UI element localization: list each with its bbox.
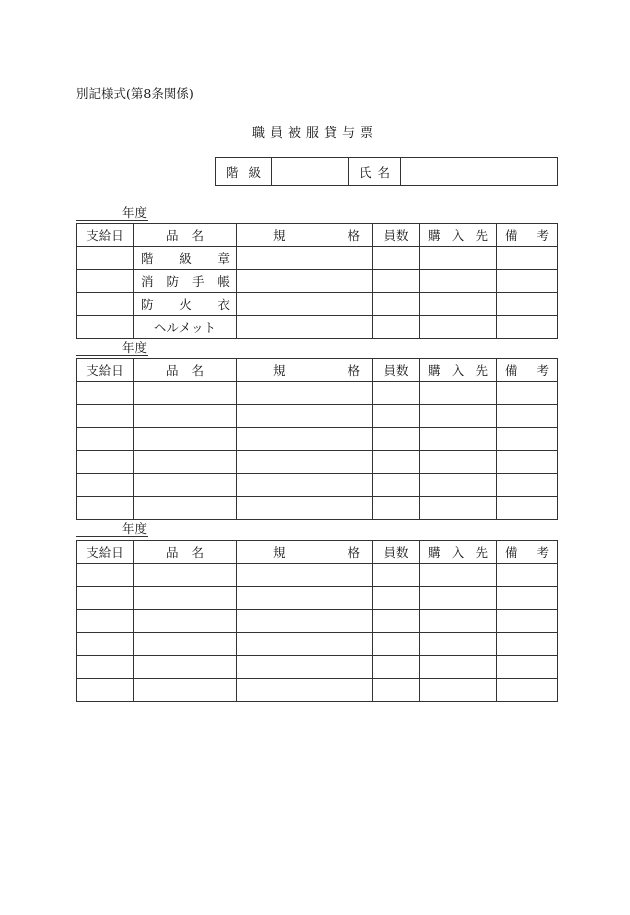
- table-row: [77, 564, 558, 587]
- date-cell[interactable]: [77, 270, 134, 293]
- table-row: [77, 428, 558, 451]
- table-row: [77, 633, 558, 656]
- date-cell[interactable]: [77, 382, 134, 405]
- name-value-field[interactable]: [401, 158, 558, 186]
- remarks-cell[interactable]: [497, 633, 558, 656]
- date-cell[interactable]: [77, 247, 134, 270]
- remarks-cell[interactable]: [497, 474, 558, 497]
- remarks-cell[interactable]: [497, 497, 558, 520]
- header-remarks-char: 備: [505, 545, 518, 560]
- vendor-cell[interactable]: [420, 633, 497, 656]
- table-row: [77, 316, 558, 339]
- rank-label-char: 級: [248, 164, 261, 180]
- header-vendor: [420, 359, 497, 382]
- vendor-cell[interactable]: [420, 247, 497, 270]
- vendor-cell[interactable]: [420, 564, 497, 587]
- item-name-cell[interactable]: [134, 474, 237, 497]
- header-vendor-char: 入: [451, 228, 465, 243]
- header-item-name-char: 品: [166, 545, 179, 560]
- specification-cell[interactable]: [237, 293, 373, 316]
- item-name-cell[interactable]: [134, 587, 237, 610]
- header-specification-char: 格: [347, 228, 360, 243]
- table-row: [77, 587, 558, 610]
- header-remarks-char: 考: [536, 363, 549, 378]
- specification-cell[interactable]: [237, 382, 373, 405]
- specification-cell[interactable]: [237, 451, 373, 474]
- item-name-cell[interactable]: [134, 633, 237, 656]
- table-header-row: [77, 541, 558, 564]
- rank-value-field[interactable]: [272, 158, 349, 186]
- header-quantity: 員数: [373, 359, 420, 382]
- table-row: [77, 656, 558, 679]
- item-name-cell[interactable]: [134, 679, 237, 702]
- item-name-char: 級: [179, 251, 192, 266]
- rank-label-char: 階: [226, 164, 239, 180]
- header-specification: [237, 359, 373, 382]
- specification-cell[interactable]: [237, 656, 373, 679]
- specification-cell[interactable]: [237, 316, 373, 339]
- item-name-cell: [134, 270, 237, 293]
- uniform-loan-table: [76, 540, 558, 702]
- vendor-cell[interactable]: [420, 656, 497, 679]
- specification-cell[interactable]: [237, 428, 373, 451]
- specification-cell[interactable]: [237, 497, 373, 520]
- quantity-cell[interactable]: [373, 428, 420, 451]
- table-row: [77, 247, 558, 270]
- item-name-cell[interactable]: [134, 451, 237, 474]
- remarks-cell[interactable]: [497, 382, 558, 405]
- table-row: [77, 497, 558, 520]
- uniform-loan-table: [76, 358, 558, 520]
- header-specification-char: 格: [347, 545, 360, 560]
- item-name-cell[interactable]: [134, 382, 237, 405]
- fiscal-year-label: [76, 522, 148, 537]
- item-name-char: 衣: [217, 297, 230, 312]
- name-label-cell: [349, 158, 401, 186]
- fiscal-year-suffix: 年度: [121, 521, 147, 536]
- header-remarks-char: 考: [536, 228, 549, 243]
- table-row: [77, 610, 558, 633]
- fiscal-year-label: [76, 341, 148, 356]
- date-cell[interactable]: [77, 587, 134, 610]
- specification-cell[interactable]: [237, 247, 373, 270]
- quantity-cell[interactable]: [373, 451, 420, 474]
- remarks-cell[interactable]: [497, 428, 558, 451]
- item-name-char: 防: [166, 274, 179, 289]
- header-remarks: [497, 359, 558, 382]
- header-item-name: [134, 359, 237, 382]
- uniform-loan-table: [76, 223, 558, 339]
- item-name-cell[interactable]: [134, 564, 237, 587]
- specification-cell[interactable]: [237, 587, 373, 610]
- header-vendor-char: 先: [475, 363, 488, 378]
- header-remarks: [497, 541, 558, 564]
- table-row: [77, 405, 558, 428]
- vendor-cell[interactable]: [420, 405, 497, 428]
- header-vendor-char: 入: [451, 545, 465, 560]
- vendor-cell[interactable]: [420, 270, 497, 293]
- employee-info-table: [215, 157, 558, 186]
- vendor-cell[interactable]: [420, 679, 497, 702]
- remarks-cell[interactable]: [497, 270, 558, 293]
- header-item-name: [134, 224, 237, 247]
- remarks-cell[interactable]: [497, 587, 558, 610]
- quantity-cell[interactable]: [373, 497, 420, 520]
- header-item-name-char: 名: [191, 363, 204, 378]
- table-header-row: [77, 224, 558, 247]
- name-label-char: 名: [377, 164, 390, 180]
- header-specification-char: 格: [347, 363, 360, 378]
- quantity-cell[interactable]: [373, 316, 420, 339]
- date-cell[interactable]: [77, 497, 134, 520]
- quantity-cell[interactable]: [373, 405, 420, 428]
- header-vendor: [420, 224, 497, 247]
- vendor-cell[interactable]: [420, 497, 497, 520]
- specification-cell[interactable]: [237, 405, 373, 428]
- quantity-cell[interactable]: [373, 474, 420, 497]
- header-remarks-char: 備: [505, 228, 518, 243]
- quantity-cell[interactable]: [373, 564, 420, 587]
- header-item-name-char: 名: [191, 545, 204, 560]
- quantity-cell[interactable]: [373, 633, 420, 656]
- quantity-cell[interactable]: [373, 270, 420, 293]
- header-date: 支給日: [77, 541, 134, 564]
- remarks-cell[interactable]: [497, 405, 558, 428]
- specification-cell[interactable]: [237, 474, 373, 497]
- vendor-cell[interactable]: [420, 474, 497, 497]
- header-item-name-char: 品: [166, 363, 179, 378]
- date-cell[interactable]: [77, 474, 134, 497]
- item-name-char: 帳: [217, 274, 230, 289]
- header-quantity: 員数: [373, 224, 420, 247]
- remarks-cell[interactable]: [497, 316, 558, 339]
- remarks-cell[interactable]: [497, 679, 558, 702]
- quantity-cell[interactable]: [373, 587, 420, 610]
- header-specification-char: 規: [273, 545, 286, 560]
- header-vendor-char: 先: [475, 228, 488, 243]
- item-name-cell[interactable]: [134, 405, 237, 428]
- header-date: 支給日: [77, 224, 134, 247]
- header-remarks-char: 考: [536, 545, 549, 560]
- date-cell[interactable]: [77, 316, 134, 339]
- vendor-cell[interactable]: [420, 428, 497, 451]
- vendor-cell[interactable]: [420, 610, 497, 633]
- date-cell[interactable]: [77, 428, 134, 451]
- vendor-cell[interactable]: [420, 382, 497, 405]
- specification-cell[interactable]: [237, 679, 373, 702]
- item-name-cell: [134, 316, 237, 339]
- item-name: ヘルメット: [153, 320, 217, 335]
- item-name-char: 手: [191, 274, 205, 289]
- table-row: [77, 451, 558, 474]
- specification-cell[interactable]: [237, 610, 373, 633]
- header-vendor-char: 購: [428, 363, 441, 378]
- item-name-cell[interactable]: [134, 656, 237, 679]
- item-name-char: 火: [179, 297, 192, 312]
- vendor-cell[interactable]: [420, 451, 497, 474]
- table-row: [77, 270, 558, 293]
- vendor-cell[interactable]: [420, 316, 497, 339]
- table-row: [77, 679, 558, 702]
- header-specification-char: 規: [273, 363, 286, 378]
- vendor-cell[interactable]: [420, 587, 497, 610]
- specification-cell[interactable]: [237, 564, 373, 587]
- header-specification-char: 規: [273, 228, 286, 243]
- item-name-char: 防: [141, 297, 154, 312]
- header-item-name: [134, 541, 237, 564]
- remarks-cell[interactable]: [497, 293, 558, 316]
- fiscal-year-suffix: 年度: [121, 340, 147, 355]
- header-vendor-char: 入: [451, 363, 465, 378]
- date-cell[interactable]: [77, 405, 134, 428]
- table-header-row: [77, 359, 558, 382]
- quantity-cell[interactable]: [373, 247, 420, 270]
- remarks-cell[interactable]: [497, 564, 558, 587]
- remarks-cell[interactable]: [497, 451, 558, 474]
- header-date: 支給日: [77, 359, 134, 382]
- vendor-cell[interactable]: [420, 293, 497, 316]
- header-vendor-char: 先: [475, 545, 488, 560]
- date-cell[interactable]: [77, 633, 134, 656]
- quantity-cell[interactable]: [373, 656, 420, 679]
- document-title: 職員被服貸与票: [251, 126, 378, 141]
- header-quantity: 員数: [373, 541, 420, 564]
- rank-label-cell: [216, 158, 272, 186]
- date-cell[interactable]: [77, 679, 134, 702]
- specification-cell[interactable]: [237, 270, 373, 293]
- header-vendor-char: 購: [428, 228, 441, 243]
- quantity-cell[interactable]: [373, 610, 420, 633]
- table-row: [77, 382, 558, 405]
- item-name-cell[interactable]: [134, 610, 237, 633]
- header-specification: [237, 224, 373, 247]
- item-name-char: 消: [141, 274, 154, 289]
- item-name-char: 章: [217, 251, 230, 266]
- item-name-cell[interactable]: [134, 497, 237, 520]
- name-label-char: 氏: [359, 164, 372, 180]
- item-name-char: 階: [141, 251, 154, 266]
- item-name-cell: [134, 247, 237, 270]
- header-vendor: [420, 541, 497, 564]
- form-reference: 別記様式(第8条関係): [76, 86, 194, 101]
- date-cell[interactable]: [77, 564, 134, 587]
- quantity-cell[interactable]: [373, 679, 420, 702]
- remarks-cell[interactable]: [497, 656, 558, 679]
- header-item-name-char: 品: [166, 228, 179, 243]
- table-row: [77, 474, 558, 497]
- header-specification: [237, 541, 373, 564]
- date-cell[interactable]: [77, 451, 134, 474]
- table-row: [77, 293, 558, 316]
- date-cell[interactable]: [77, 610, 134, 633]
- item-name-cell: [134, 293, 237, 316]
- quantity-cell[interactable]: [373, 293, 420, 316]
- header-item-name-char: 名: [191, 228, 204, 243]
- date-cell[interactable]: [77, 293, 134, 316]
- date-cell[interactable]: [77, 656, 134, 679]
- fiscal-year-label: [76, 206, 148, 221]
- header-remarks-char: 備: [505, 363, 518, 378]
- quantity-cell[interactable]: [373, 382, 420, 405]
- specification-cell[interactable]: [237, 633, 373, 656]
- header-vendor-char: 購: [428, 545, 441, 560]
- remarks-cell[interactable]: [497, 610, 558, 633]
- remarks-cell[interactable]: [497, 247, 558, 270]
- fiscal-year-suffix: 年度: [121, 205, 147, 220]
- header-remarks: [497, 224, 558, 247]
- item-name-cell[interactable]: [134, 428, 237, 451]
